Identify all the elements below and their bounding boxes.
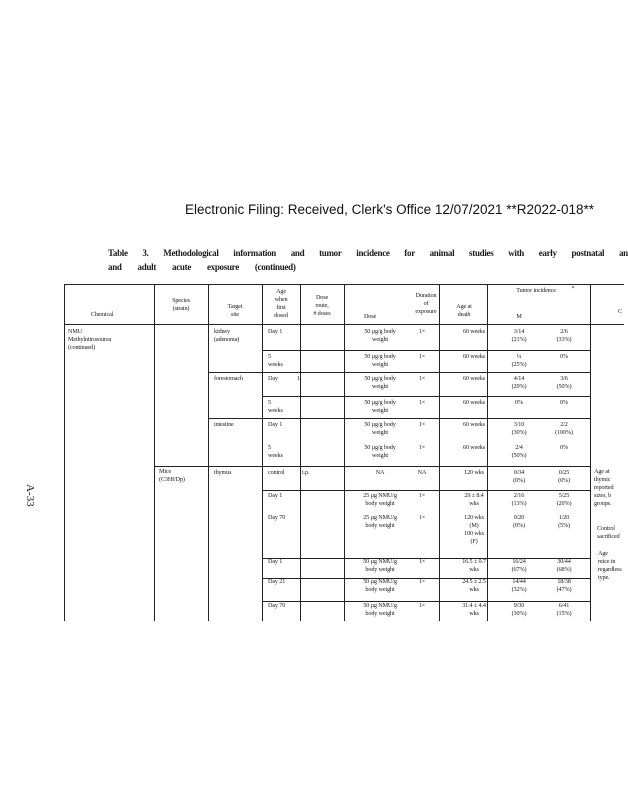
caption-word: with xyxy=(508,248,524,258)
header-male: M xyxy=(516,313,522,320)
table-caption xyxy=(108,246,628,274)
row-divider xyxy=(262,372,590,373)
age-first-dosed: Day 1 xyxy=(268,492,283,499)
tumor-incidence-male: 2/16 (13%) xyxy=(511,492,527,507)
age-at-death: 60 weeks xyxy=(463,375,485,382)
age-at-death: 60 weeks xyxy=(463,353,485,360)
comment-note: Control sacrificed xyxy=(597,525,620,540)
tumor-incidence-male: 3/14 (21%) xyxy=(511,328,527,343)
column-divider xyxy=(208,284,209,621)
column-divider xyxy=(590,284,591,621)
age-at-death: 16.5 ± 0.7 wks xyxy=(462,558,486,573)
tumor-incidence-female: 18/38 (47%) xyxy=(556,578,572,593)
dose-value: 50 µg/g body weight xyxy=(364,328,396,343)
header-tumor-star: * xyxy=(571,285,575,292)
dose-value: 25 µg NMU/g body weight xyxy=(363,492,397,507)
dose-route: i.p. xyxy=(302,469,310,476)
dose-value: 50 µg/g body weight xyxy=(364,375,396,390)
row-divider xyxy=(262,466,590,467)
dose-value: NA xyxy=(375,469,385,476)
tumor-incidence-female: 1/20 (5%) xyxy=(558,514,570,529)
tumor-incidence-female: 2/6 (33%) xyxy=(556,328,572,343)
table-left-border xyxy=(64,284,65,621)
dose-value: 50 µg/g body weight xyxy=(364,399,396,414)
dose-value: 50 µg/g body weight xyxy=(364,421,396,436)
site-divider xyxy=(208,418,262,419)
age-first-dosed: Day 1 xyxy=(268,558,283,565)
age-first-dosed: 5 weeks xyxy=(268,444,283,459)
header-chemical: Chemical xyxy=(90,311,114,318)
age-first-dosed: Day 1 xyxy=(268,328,283,335)
duration-value: 1× xyxy=(418,492,426,499)
route-divider xyxy=(300,418,344,419)
dose-value: 50 µg NMU/g body weight xyxy=(363,558,397,573)
dose-value: 25 µg NMU/g body weight xyxy=(363,514,397,529)
duration-value: 1× xyxy=(418,353,426,360)
dose-value: 50 µg/g body weight xyxy=(364,353,396,368)
caption-word: an xyxy=(618,248,628,258)
column-divider xyxy=(154,284,155,621)
duration-value: 1× xyxy=(418,514,426,521)
age-first-dosed: Day 70 xyxy=(268,602,286,609)
tumor-incidence-female: 30/44 (68%) xyxy=(556,558,572,573)
age-first-dosed: Day xyxy=(268,375,278,382)
header-dose-route: Dose route, # doses xyxy=(313,294,331,317)
tumor-incidence-male: 0% xyxy=(515,399,523,406)
tumor-incidence-male: 2/4 (50%) xyxy=(511,444,527,459)
age-at-death: 60 weeks xyxy=(463,399,485,406)
tumor-incidence-female: 0% xyxy=(560,353,568,360)
tumor-incidence-female: 0% xyxy=(560,444,568,451)
duration-value: 1× xyxy=(418,328,426,335)
target-site: kidney (adenoma) xyxy=(214,328,240,343)
duration-value: 1× xyxy=(418,444,426,451)
tumor-incidence-male: 0/34 (0%) xyxy=(513,469,525,484)
tumor-incidence-female: 5/25 (20%) xyxy=(556,492,572,507)
target-site: thymus xyxy=(214,469,232,476)
age-at-death: 29 ± 8.4 wks xyxy=(464,492,484,507)
header-species: Species (strain) xyxy=(172,297,190,312)
target-site: intestine xyxy=(214,421,234,428)
duration-value: NA xyxy=(417,469,427,476)
duration-value: 1× xyxy=(418,558,426,565)
age-first-dosed: 5 weeks xyxy=(268,353,283,368)
tumor-incidence-female: 0/25 (0%) xyxy=(558,469,570,484)
row-divider xyxy=(262,558,590,559)
chemical-name: NMU Methylnitrosourea (continued) xyxy=(68,328,112,351)
column-divider xyxy=(300,284,301,621)
age-at-death: 60 weeks xyxy=(463,444,485,451)
header-duration: Duration of exposure xyxy=(415,292,437,315)
comment-note: Age mice in regardless type. xyxy=(598,550,622,581)
age-at-death: 120 wks xyxy=(464,469,484,476)
site-divider xyxy=(208,372,262,373)
age-at-death: 60 weeks xyxy=(463,421,485,428)
age-divider xyxy=(262,466,300,467)
filing-stamp: Electronic Filing: Received, Clerk's Office 12/07/2021 **R2022-018** xyxy=(185,202,595,217)
caption-word: tumor xyxy=(319,248,342,258)
row-divider xyxy=(262,601,590,602)
duration-value: 1× xyxy=(418,578,426,585)
dose-value: 50 µg NMU/g body weight xyxy=(363,602,397,617)
comment-note: Age at thymic reported sizes, b groups. xyxy=(594,468,614,507)
header-age-first-dosed: Age when first dosed xyxy=(274,288,288,319)
caption-word: early xyxy=(538,248,557,258)
age-first-dosed-day: 1 xyxy=(297,375,300,382)
route-divider xyxy=(300,350,344,351)
duration-value: 1× xyxy=(418,421,426,428)
age-at-death: 120 wks (M) 100 wks (F) xyxy=(464,514,484,545)
age-first-dosed: 5 weeks xyxy=(268,399,283,414)
tumor-incidence-female: 0% xyxy=(560,399,568,406)
caption-word: incidence xyxy=(356,248,390,258)
tumor-incidence-male: 16/24 (67%) xyxy=(511,558,527,573)
caption-word: for xyxy=(404,248,415,258)
caption-word: and xyxy=(290,248,305,258)
header-tumor-incidence: Tumor incidence xyxy=(516,287,556,294)
duration-value: 1× xyxy=(418,399,426,406)
dose-value: 50 µg/g body weight xyxy=(364,444,396,459)
tumor-incidence-female: 3/6 (50%) xyxy=(556,375,572,390)
header-comments: C xyxy=(618,308,622,315)
target-site: forestomach xyxy=(214,375,243,382)
caption-line-1 xyxy=(108,246,628,260)
header-target-site: Target site xyxy=(227,303,243,318)
column-divider xyxy=(344,284,345,621)
route-divider xyxy=(300,490,344,491)
column-divider xyxy=(262,284,263,621)
caption-word: information xyxy=(233,248,276,258)
site-divider xyxy=(208,466,262,467)
header-dose: Dose xyxy=(363,313,377,320)
age-at-death: 60 weeks xyxy=(463,328,485,335)
tumor-incidence-male: 9/30 (30%) xyxy=(511,602,527,617)
age-first-dosed: Day 70 xyxy=(268,514,286,521)
data-table xyxy=(64,284,624,621)
caption-word: animal xyxy=(429,248,455,258)
age-at-death: 24.5 ± 2.5 wks xyxy=(462,578,486,593)
age-first-dosed: control xyxy=(268,469,285,476)
page-number: A-33 xyxy=(24,484,36,507)
tumor-incidence-male: 14/44 (32%) xyxy=(511,578,527,593)
column-divider xyxy=(439,284,440,621)
caption-word: postnatal xyxy=(571,248,605,258)
age-first-dosed: Day 1 xyxy=(268,421,283,428)
tumor-incidence-female: 2/2 (100%) xyxy=(555,421,573,436)
dose-value: 50 µg NMU/g body weight xyxy=(363,578,397,593)
caption-word: Methodological xyxy=(163,248,219,258)
row-divider xyxy=(262,396,590,397)
caption-word: studies xyxy=(469,248,494,258)
age-first-dosed: Day 21 xyxy=(268,578,286,585)
row-divider xyxy=(262,578,590,579)
species-name: Mice (C3Hf/Dp) xyxy=(159,468,185,483)
duration-value: 1× xyxy=(418,602,426,609)
caption-word: 3. xyxy=(142,248,149,258)
tumor-incidence-male: 0/20 (0%) xyxy=(513,514,525,529)
age-at-death: 31.4 ± 4.4 wks xyxy=(462,602,486,617)
duration-value: 1× xyxy=(418,375,426,382)
caption-word: Table xyxy=(108,248,128,258)
tumor-incidence-male: ¼ (25%) xyxy=(511,353,527,368)
tumor-incidence-male: 4/14 (29%) xyxy=(511,375,527,390)
column-divider xyxy=(487,284,488,621)
tumor-incidence-male: 3/10 (30%) xyxy=(511,421,527,436)
species-divider xyxy=(154,466,208,467)
tumor-incidence-female: 6/41 (15%) xyxy=(556,602,572,617)
header-age-at-death: Age at death xyxy=(456,303,472,318)
caption-line-2: and adult acute exposure (continued) xyxy=(108,262,296,272)
